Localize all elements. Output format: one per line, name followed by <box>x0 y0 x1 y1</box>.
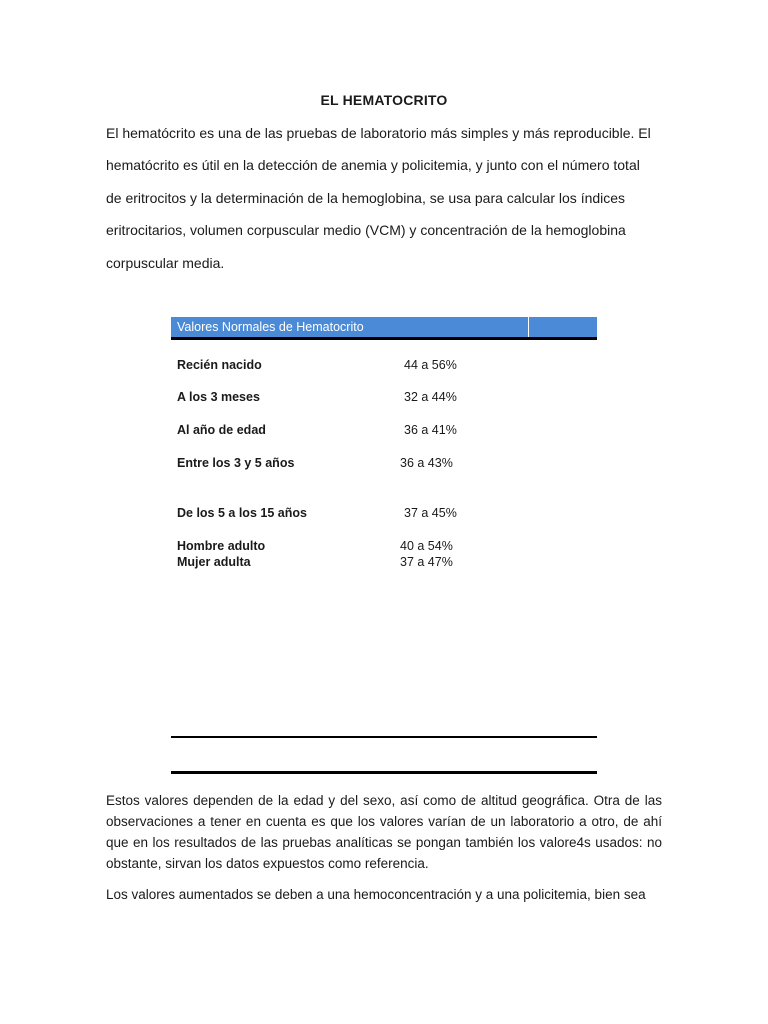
row-value: 32 a 44% <box>404 390 457 404</box>
table-header-label: Valores Normales de Hematocrito <box>177 320 364 334</box>
row-label: Al año de edad <box>177 423 266 437</box>
body-paragraph: Los valores aumentados se deben a una hemoconcentración y a una policitemia, bien sea <box>106 887 646 902</box>
table-rule <box>171 736 597 738</box>
row-value: 36 a 43% <box>400 456 453 470</box>
intro-paragraph <box>106 117 666 279</box>
intro-line: corpuscular media. <box>106 254 225 271</box>
intro-line: El hematócrito es una de las pruebas de laboratorio más simples y más reproducible. El <box>106 125 651 141</box>
row-value: 44 a 56% <box>404 358 457 372</box>
row-label: Recién nacido <box>177 358 262 372</box>
row-label: Entre los 3 y 5 años <box>177 456 295 470</box>
intro-line: eritrocitarios, volumen corpuscular medio (VCM) y concentración de la hemoglobina <box>106 222 626 239</box>
row-value: 37 a 47% <box>400 555 453 569</box>
intro-line: de eritrocitos y la determinación de la hemoglobina, se usa para calcular los índices <box>106 189 626 206</box>
body-paragraph: Estos valores dependen de la edad y del sexo, así como de altitud geográfica. Otra de las observaciones a tener en cuenta es que los valores varían de un laboratorio a otro, de ahí que en los resultados de las pruebas analíticas se pongan también los valore4s usados: no obstante, sirvan los datos expuestos como referencia. <box>106 793 662 871</box>
table-header-divider <box>528 317 529 337</box>
row-label: A los 3 meses <box>177 390 260 404</box>
table-rule <box>171 771 597 774</box>
row-value: 37 a 45% <box>404 506 457 520</box>
row-label: Hombre adulto <box>177 539 266 553</box>
intro-line: hematócrito es útil en la detección de anemia y policitemia, y junto con el número total <box>106 157 640 174</box>
row-value: 36 a 41% <box>404 423 457 437</box>
row-value: 40 a 54% <box>400 539 453 553</box>
row-label: Mujer adulta <box>177 555 251 569</box>
table-header <box>171 317 597 340</box>
page-title: EL HEMATOCRITO <box>320 92 448 108</box>
row-label: De los 5 a los 15 años <box>177 506 307 520</box>
body-text <box>106 790 662 915</box>
